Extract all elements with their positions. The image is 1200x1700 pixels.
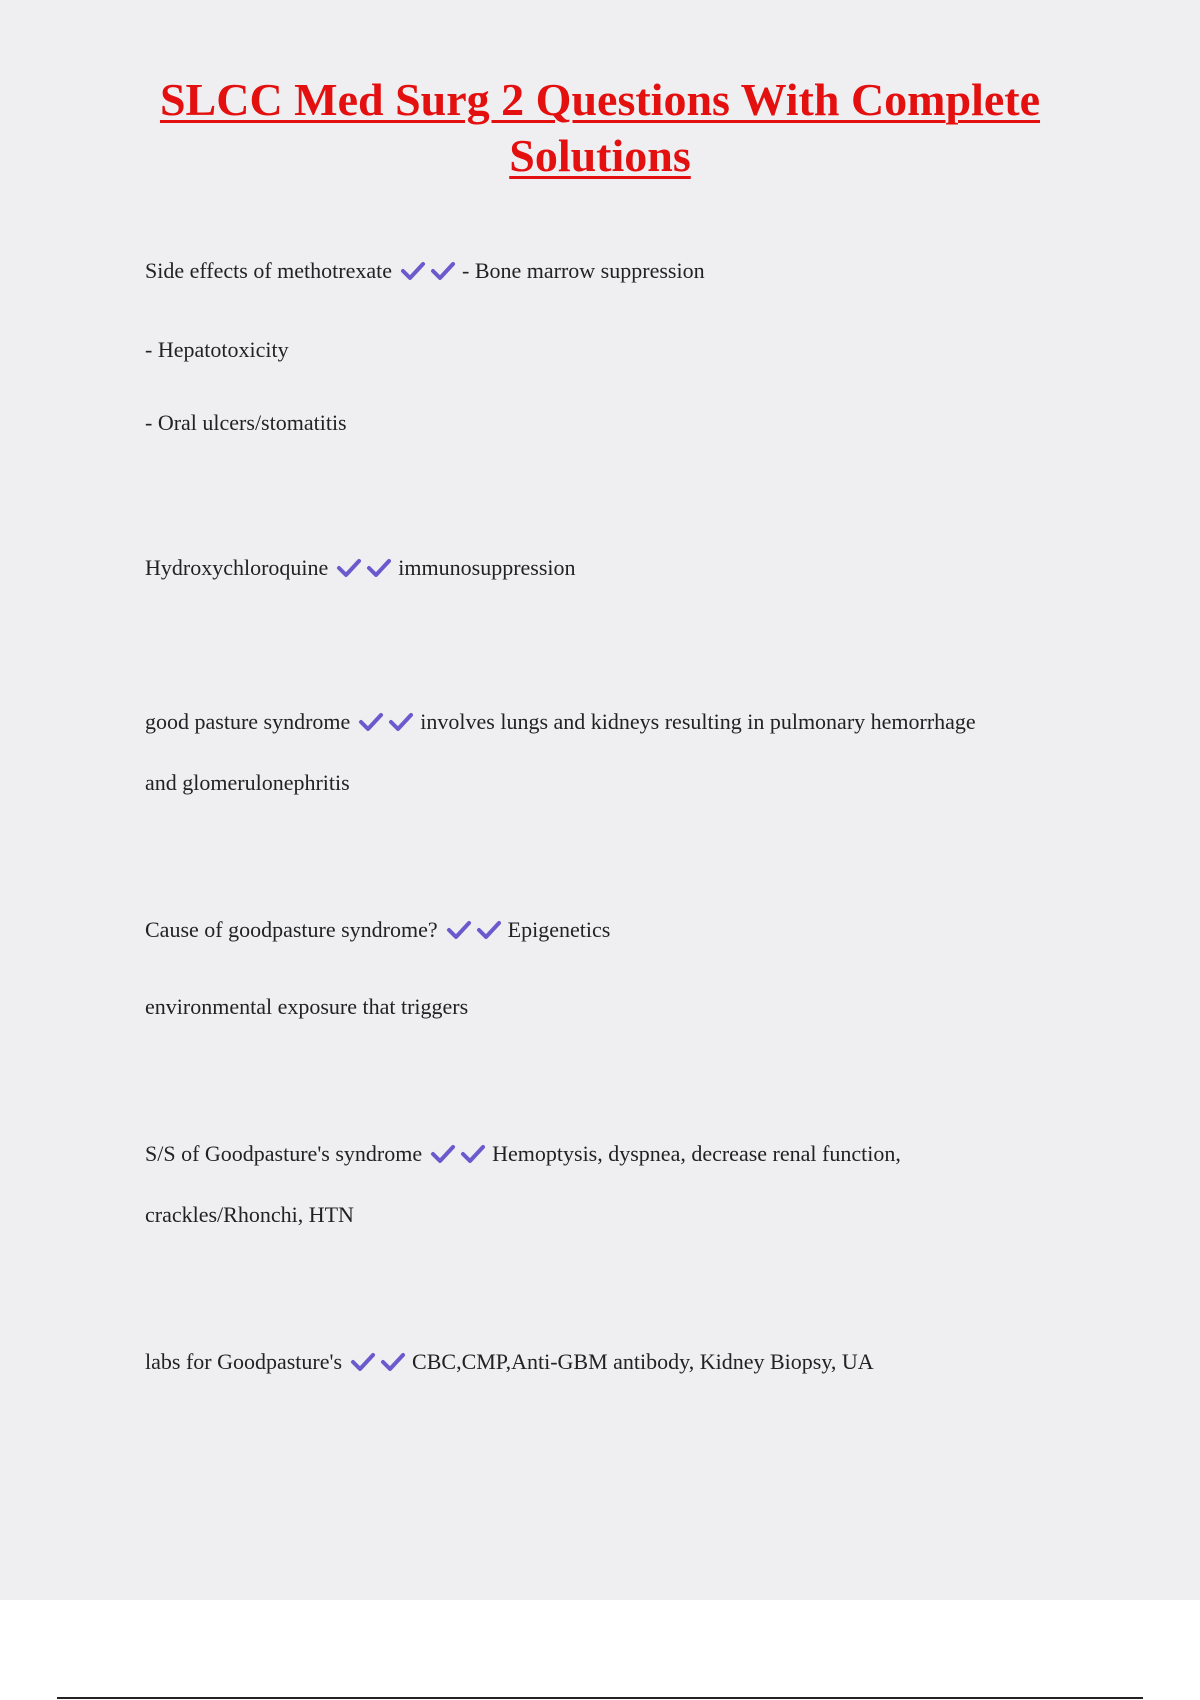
check-icon bbox=[380, 1352, 406, 1372]
answer-continuation: and glomerulonephritis bbox=[145, 770, 350, 795]
check-icon bbox=[358, 712, 384, 732]
check-icon bbox=[430, 1144, 456, 1164]
answer-continuation: crackles/Rhonchi, HTN bbox=[145, 1202, 354, 1227]
answer-text: Hemoptysis, dyspnea, decrease renal function, bbox=[492, 1141, 901, 1166]
title-line-1: SLCC Med Surg 2 Questions With Complete bbox=[159, 74, 1041, 125]
check-icon bbox=[388, 712, 414, 732]
answer-text: CBC,CMP,Anti-GBM antibody, Kidney Biopsy, UA bbox=[412, 1349, 874, 1374]
question-text: Cause of goodpasture syndrome? bbox=[145, 917, 438, 942]
check-icon bbox=[400, 261, 426, 281]
page-divider bbox=[57, 1697, 1143, 1699]
document-title bbox=[100, 72, 1100, 184]
question-text: Hydroxychloroquine bbox=[145, 555, 329, 580]
check-icon bbox=[446, 920, 472, 940]
question-text: Side effects of methotrexate bbox=[145, 258, 392, 283]
answer-text: - Bone marrow suppression bbox=[462, 258, 705, 283]
check-icon bbox=[460, 1144, 486, 1164]
answer-text: involves lungs and kidneys resulting in pulmonary hemorrhage bbox=[420, 709, 976, 734]
answer-continuation: - Oral ulcers/stomatitis bbox=[145, 410, 347, 435]
qa-entry-goodpasture-signs bbox=[145, 1140, 901, 1168]
title-line-2: Solutions bbox=[509, 130, 691, 181]
answer-continuation: environmental exposure that triggers bbox=[145, 994, 469, 1019]
check-icon bbox=[336, 558, 362, 578]
answer-text: immunosuppression bbox=[398, 555, 576, 580]
qa-entry-good-pasture bbox=[145, 708, 976, 736]
question-text: S/S of Goodpasture's syndrome bbox=[145, 1141, 423, 1166]
check-icon bbox=[366, 558, 392, 578]
question-text: labs for Goodpasture's bbox=[145, 1349, 343, 1374]
answer-continuation: - Hepatotoxicity bbox=[145, 337, 289, 362]
qa-entry-hydroxychloroquine bbox=[145, 554, 576, 582]
answer-text: Epigenetics bbox=[507, 917, 611, 942]
question-text: good pasture syndrome bbox=[145, 709, 351, 734]
qa-entry-methotrexate bbox=[145, 257, 705, 285]
check-icon bbox=[476, 920, 502, 940]
check-icon bbox=[350, 1352, 376, 1372]
qa-entry-goodpasture-labs bbox=[145, 1348, 874, 1376]
check-icon bbox=[430, 261, 456, 281]
qa-entry-goodpasture-cause bbox=[145, 916, 610, 944]
